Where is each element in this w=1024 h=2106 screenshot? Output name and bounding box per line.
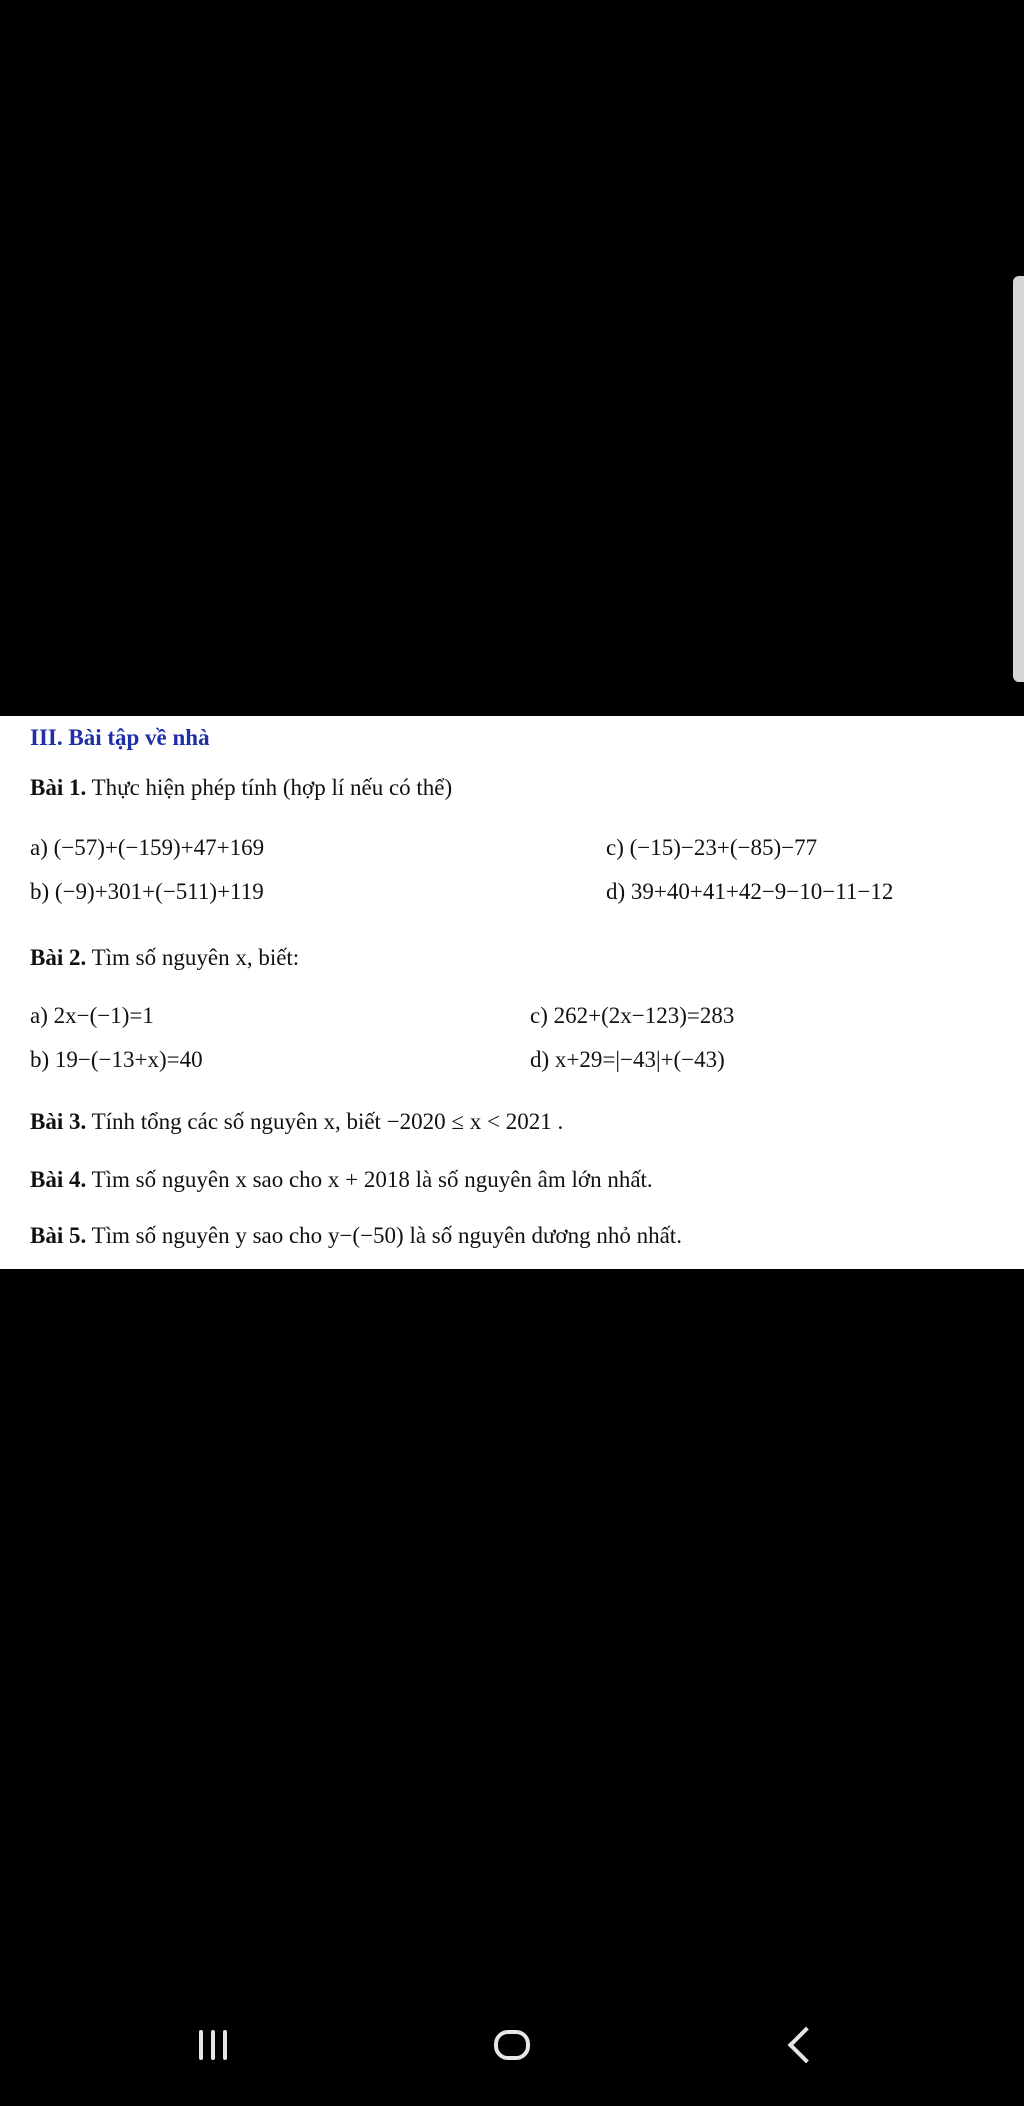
exercise-4-label: Bài 4. [30, 1167, 87, 1192]
exercise-1-item-b [30, 878, 264, 906]
exercise-5-text-before: Tìm số nguyên y sao cho [91, 1223, 323, 1248]
exercise-5-expression: y−(−50) [327, 1223, 404, 1248]
item-expression: 2x−(−1)=1 [53, 1003, 154, 1028]
item-expression: 262+(2x−123)=283 [553, 1003, 735, 1028]
home-icon [494, 2030, 530, 2060]
exercise-2-heading [30, 944, 299, 972]
recents-icon [199, 2030, 227, 2060]
item-expression: (−15)−23+(−85)−77 [629, 835, 818, 860]
exercise-2-label: Bài 2. [30, 945, 87, 970]
recents-button[interactable] [168, 2010, 258, 2080]
home-button[interactable] [467, 2010, 557, 2080]
item-label: b) [30, 1047, 50, 1072]
item-label: c) [606, 835, 624, 860]
item-label: b) [30, 879, 50, 904]
navigation-bar [0, 1990, 1024, 2106]
exercise-5 [30, 1222, 682, 1250]
exercise-5-text-after: là số nguyên dương nhỏ nhất. [409, 1223, 682, 1248]
item-label: d) [530, 1047, 550, 1072]
item-expression: x+29=|−43|+(−43) [554, 1047, 725, 1072]
exercise-3-text: Tính tổng các số nguyên x, biết [91, 1109, 381, 1134]
back-button[interactable] [756, 2010, 846, 2080]
exercise-1-label: Bài 1. [30, 775, 87, 800]
exercise-3-expression: −2020 ≤ x < 2021 . [386, 1109, 564, 1134]
exercise-2-item-c [530, 1002, 734, 1030]
item-label: a) [30, 1003, 48, 1028]
exercise-4 [30, 1166, 653, 1194]
item-expression: 19−(−13+x)=40 [54, 1047, 203, 1072]
item-label: d) [606, 879, 626, 904]
exercise-1-heading [30, 774, 452, 802]
item-label: c) [530, 1003, 548, 1028]
scroll-handle[interactable] [1013, 276, 1024, 682]
exercise-1-item-d [606, 878, 893, 906]
back-icon [788, 2027, 825, 2064]
section-title: III. Bài tập về nhà [30, 725, 210, 750]
exercise-3 [30, 1108, 563, 1136]
item-expression: (−57)+(−159)+47+169 [53, 835, 265, 860]
exercise-3-label: Bài 3. [30, 1109, 87, 1134]
exercise-2-item-b [30, 1046, 203, 1074]
exercise-1-item-a [30, 834, 264, 862]
item-expression: (−9)+301+(−511)+119 [54, 879, 264, 904]
document-image [0, 716, 1024, 1269]
exercise-2-item-d [530, 1046, 725, 1074]
exercise-2-text: Tìm số nguyên x, biết: [91, 945, 300, 970]
item-label: a) [30, 835, 48, 860]
exercise-1-text: Thực hiện phép tính (hợp lí nếu có thể) [91, 775, 453, 800]
item-expression: 39+40+41+42−9−10−11−12 [630, 879, 894, 904]
exercise-5-label: Bài 5. [30, 1223, 87, 1248]
exercise-2-item-a [30, 1002, 154, 1030]
exercise-1-item-c [606, 834, 817, 862]
exercise-4-text: Tìm số nguyên x sao cho x + 2018 là số nguyên âm lớn nhất. [91, 1167, 653, 1192]
